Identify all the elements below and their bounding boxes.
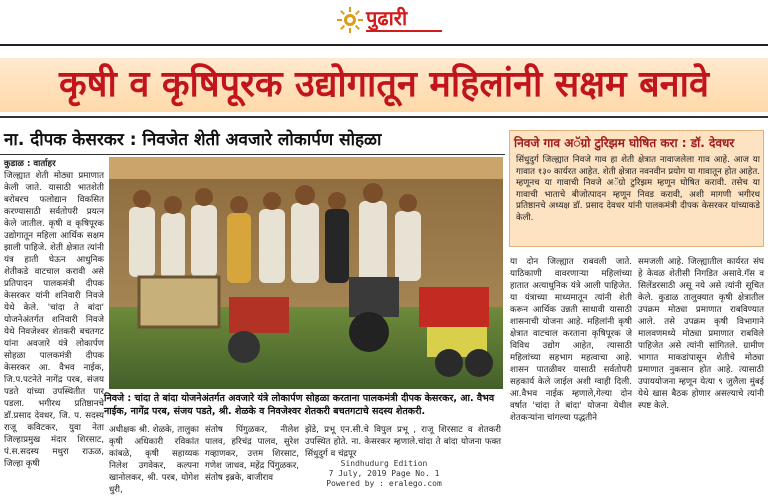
subhead-name: ना. दीपक केसरकर : <box>4 130 137 150</box>
subhead-rule <box>0 154 505 155</box>
edition-footer <box>0 459 768 489</box>
article-column-6 <box>638 256 764 456</box>
article-dateline: कुडाळ : वार्ताहर <box>4 159 56 169</box>
article-col5-text: या दोन जिल्ह्यात राबवली जाते. याठिकाणी वावरणाऱ्या महिलांच्या हातात अत्याधुनिक यंत्रे आली पाहिजेत. या यंत्राच्या माध्यमातून त्यांनी शेती करून आर्थिक उन्नती साधावी यासाठी शासनाची योजना आहे. महिलांनी कृषी क्षेत्रात वाटचाल करताना कृषिपूरक जे विविध उद्योग आहेत, त्यासाठी महिलांच्या सहभाग महत्वाचा आहे. शासन पातळीवर यासाठी सर्वतोपरी सहकार्य केले जाईल अशी ग्वाही दिली. आ.वैभव नाईक म्हणाले,गेल्या दोन वर्षात 'चांदा ते बांदा' योजना येथील शेतकऱ्यांना चांगल्या पद्धतीने <box>510 257 632 423</box>
footer-edition: Sindhudurg Edition <box>340 459 428 468</box>
subheadline <box>4 128 504 152</box>
logo-underline <box>366 30 442 32</box>
sun-emblem-icon <box>336 6 364 34</box>
article-column-1 <box>4 158 104 469</box>
sidebar-body: सिंधुदुर्ग जिल्ह्यात निवजे गाव हा शेती क्षेत्रात नावाजलेला गाव आहे. आज या गावात १३० कार्यरत आहेत. शेती क्षेत्रात नवनवीन प्रयोग या गावातून होत आहेत. म्हणूनच या गावाची निवजे अॅग्रो टुरिझम म्हणून घोषित करावी. तसेच या गावाची भाताचे बीजोत्पादन म्हणून निवड करावी, अशी मागणी भगीरथ प्रतिष्ठानचे अध्यक्ष डॉ. प्रसाद देवधर यांनी पालकमंत्री दीपक केसरकर यांच्याकडे केली. <box>516 155 760 223</box>
article-col3-text: संतोष पिंगुळकर, नीलेश पालव, हरिचंद्र पालव, सुरेश गव्हाणकर, उत्तम शिरसाट, गणेश जाधव, महेंद्र पिंगुळकर, संतोष इब्रके, बाजीराव <box>205 425 299 483</box>
subhead-rest: निवजेत शेती अवजारे लोकार्पण सोहळा <box>136 130 382 150</box>
article-column-3 <box>205 424 299 483</box>
newspaper-logo <box>336 6 448 36</box>
article-col2-text: अधीक्षक श्री. शेळके, तालुका कृषी अधिकारी रविकांत कांबळे, कृषी सहाय्यक निलेश उगवेकर, कल्पना खानोलकर, श्री. परब, योगेश धुरी, <box>109 425 199 495</box>
event-photo <box>109 157 503 389</box>
sidebar-box <box>509 130 764 247</box>
page-headline: कृषी व कृषिपूरक उद्योगातून महिलांनी सक्षम बनावे <box>59 64 709 105</box>
logo-text: पुढारी <box>366 6 408 30</box>
footer-powered: Powered by : eralego.com <box>326 479 442 488</box>
article-column-5 <box>510 256 632 456</box>
footer-date: 7 July, 2019 Page No. 1 <box>328 469 440 478</box>
headline-rule <box>0 116 768 118</box>
event-photo-illustration <box>109 157 503 389</box>
masthead-rule <box>0 44 768 46</box>
article-col4-text: झेंडे, प्रभू एन.सी.चे विपुल प्रभू , राजू शिरसाट व शेतकरी उपस्थित होते. ना. केसरकर म्हणाले.चांदा ते बांदा योजना फक्त सिंधुदुर्ग व चंद्रपूर <box>305 425 501 459</box>
article-column-4 <box>305 424 501 458</box>
masthead <box>0 0 768 44</box>
article-col6-text: समजली आहे. जिल्ह्यातील कार्यरत संघ हे केवळ शेतीसी निगडित असावे.गॅस व सिलेंडरसाठी असू नये असे त्यांनी सूचित केले. कुडाळ तालुक्यात कृषी क्षेत्रातील उपक्रम मोठ्या प्रमाणात राबविण्यात आले. तसे उपक्रम कृषी विभागाने मालवणमध्ये मोठ्या प्रमाणात राबविले पाहिजेत असे त्यांनी सांगितले. ग्रामीण भागात माकडांपासून शेतीचे मोठ्या प्रमाणात नुकसान होत आहे. त्यासाठी उपाययोजना म्हणून येत्या ९ जुलैला मुंबई येथे खास बैठक होणार असल्याचे त्यांनी स्पष्ट केले. <box>638 257 764 411</box>
sidebar-title: निवजे गाव अॅग्रो टुरिझम घोषित करा : डॉ. देवधर <box>514 136 735 150</box>
article-col1-text: जिल्ह्यात शेती मोठ्या प्रमाणात केली जाते. यासाठी भातशेती बरोबरच फलोद्यान विकसित करण्यासाठी सर्वतोपरी प्रयत्न केले जातील. कृषी व कृषिपूरक उद्योगातून महिला आर्थिक सक्षम झाली पाहिजे. शेती क्षेत्रात त्यांनी यंत्र हाती घेऊन आधुनिक शेतीकडे वाटचाल करावी असे प्रतिपादन पालकमंत्री दीपक केसरकर यांनी शनिवारी निवजे येथे केले. 'चांदा ते बांदा' योजनेअंतर्गत शनिवारी निवजे येथे निवजेश्वर शेतकरी बचतगट यांना अवजारे यंत्रे लोकार्पण सोहळा पालकमंत्री दीपक केसरकर आ. वैभव नाईक, जि.प.पटनेते नागेंद्र परब, संजय पडते यांच्या उपस्थितीत पार पडला. भगीरथ प्रतिष्ठानचे डॉ.प्रसाद देवधर, जि. प. सदस्य राजू कविटकर, युवा नेता जिल्हाप्रमुख मंदार शिरसाट, पं.स.सदस्य मथुरा राऊळ, जिल्हा कृषी <box>4 171 104 469</box>
photo-caption: निवजे : चांदा ते बांदा योजनेअंतर्गत अवजारे यंत्रे लोकार्पण सोहळा करताना पालकमंत्री दीपक केसरकर, आ. वैभव नाईक, नागेंद्र परब, संजय पडते, श्री. शेळके व निवजेश्वर शेतकरी बचतगटाचे सदस्य शेतकरी. <box>104 393 495 417</box>
article-column-2 <box>109 424 199 495</box>
